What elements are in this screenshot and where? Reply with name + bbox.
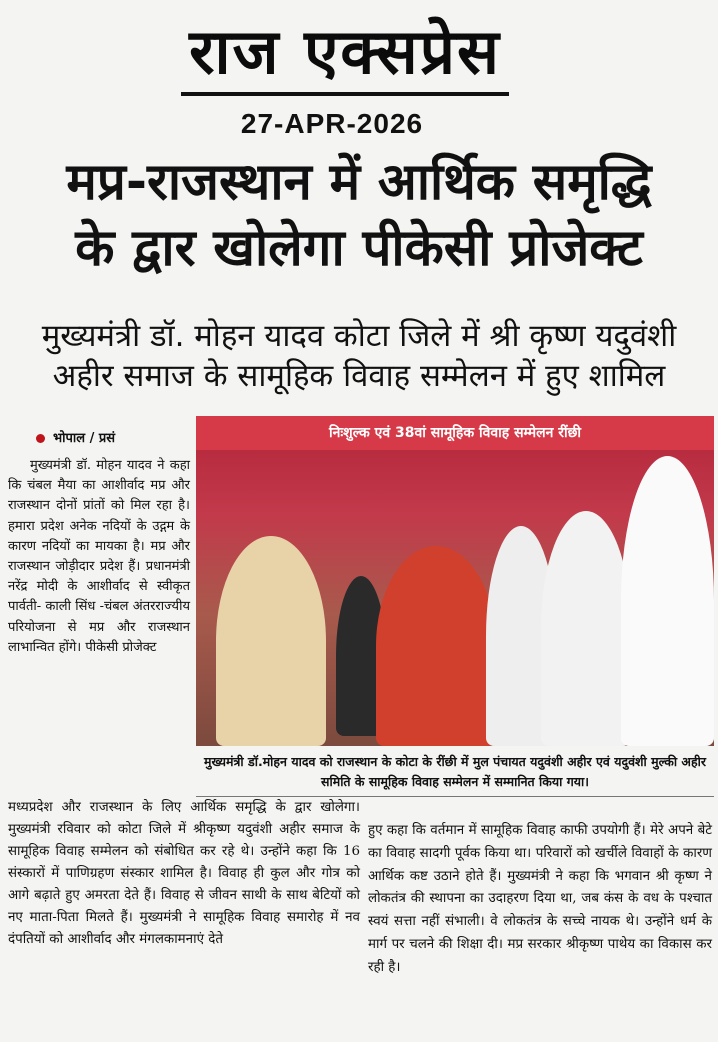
dateline-text: भोपाल / प्रसं [53,431,116,446]
subheadline-line-2: अहीर समाज के सामूहिक विवाह सम्मेलन में हुए शामिल [52,358,666,394]
bullet-icon [36,434,45,443]
newspaper-name: राज एक्सप्रेस [181,12,509,96]
person-figure [216,536,326,746]
dateline [36,428,115,448]
article-body-left [8,797,360,951]
article-column-left [8,456,190,658]
subheadline [6,316,712,396]
photo-caption: मुख्यमंत्री डॉ.मोहन यादव को राजस्थान के कोटा के रींछी में मुल पंचायत यदुवंशी अहीर एवं यदुवंशी मुल्की अहीर समिति के सामूहिक विवाह सम्मेलन में सम्मानित किया गया। [204,754,706,789]
publication-date: 27-APR-2026 [240,108,424,139]
article-paragraph: हुए कहा कि वर्तमान में सामूहिक विवाह काफी उपयोगी हैं। मेरे अपने बेटे का विवाह सादगी पूर्वक किया था। परिवारों को खर्चीले विवाहों के कारण आर्थिक कष्ट उठाने होते हैं। मुख्यमंत्री ने कहा कि भगवान श्री कृष्ण ने लोकतंत्र की स्थापना का उदाहरण दिया था, जब कंस के वध के पश्चात स्वयं सत्ता नहीं संभाली। वे लोकतंत्र के सच्चे नायक थे। उन्होंने धर्म के मार्ग पर चलने की शिक्षा दी। मप्र सरकार श्रीकृष्ण पाथेय का विकास कर रही है। [368,823,712,975]
headline [8,150,710,282]
article-paragraph: मुख्यमंत्री डॉ. मोहन यादव ने कहा कि चंबल मैया का आशीर्वाद मप्र और राजस्थान दोनों प्रांतों को मिल रहा है। हमारा प्रदेश अनेक नदियों के उद्गम के कारण नदियों का मायका है। मप्र और राजस्थान जोड़ीदार प्रदेश हैं। प्रधानमंत्री नरेंद्र मोदी के आशीर्वाद से स्वीकृत पार्वती- काली सिंध -चंबल अंतरराज्यीय परियोजना से मप्र और राजस्थान लाभान्वित होंगे। पीकेसी प्रोजेक्ट [8,458,190,655]
photo-banner: निःशुल्क एवं 38वां सामूहिक विवाह सम्मेलन रींछी [196,416,714,450]
headline-line-1: मप्र-राजस्थान में आर्थिक समृद्धि [66,153,652,212]
masthead [80,12,610,102]
headline-line-2: के द्वार खोलेगा पीकेसी प्रोजेक्ट [75,219,643,278]
person-figure [541,511,631,746]
person-figure [621,456,714,746]
subheadline-line-1: मुख्यमंत्री डॉ. मोहन यादव कोटा जिले में श्री कृष्ण यदुवंशी [41,318,677,354]
article-paragraph: मध्यप्रदेश और राजस्थान के लिए आर्थिक समृद्धि के द्वार खोलेगा। मुख्यमंत्री रविवार को कोटा जिले में श्रीकृष्ण यदुवंशी अहीर समाज के सामूहिक विवाह सम्मेलन को संबोधित कर रहे थे। उन्होंने कहा कि 16 संस्कारों में पाणिग्रहण संस्कार शामिल है। विवाह ही कुल और गोत्र को आगे बढ़ाते हुए अमरता देते हैं। विवाह से जीवन साथी के साथ बेटियों को नए माता-पिता मिलते हैं। मुख्यमंत्री ने सामूहिक विवाह समारोह में नव दंपतियों को आशीर्वाद और मंगलकामनाएं देते [8,800,360,947]
news-photo [196,416,714,746]
article-body-right [368,820,712,980]
person-figure [376,546,496,746]
